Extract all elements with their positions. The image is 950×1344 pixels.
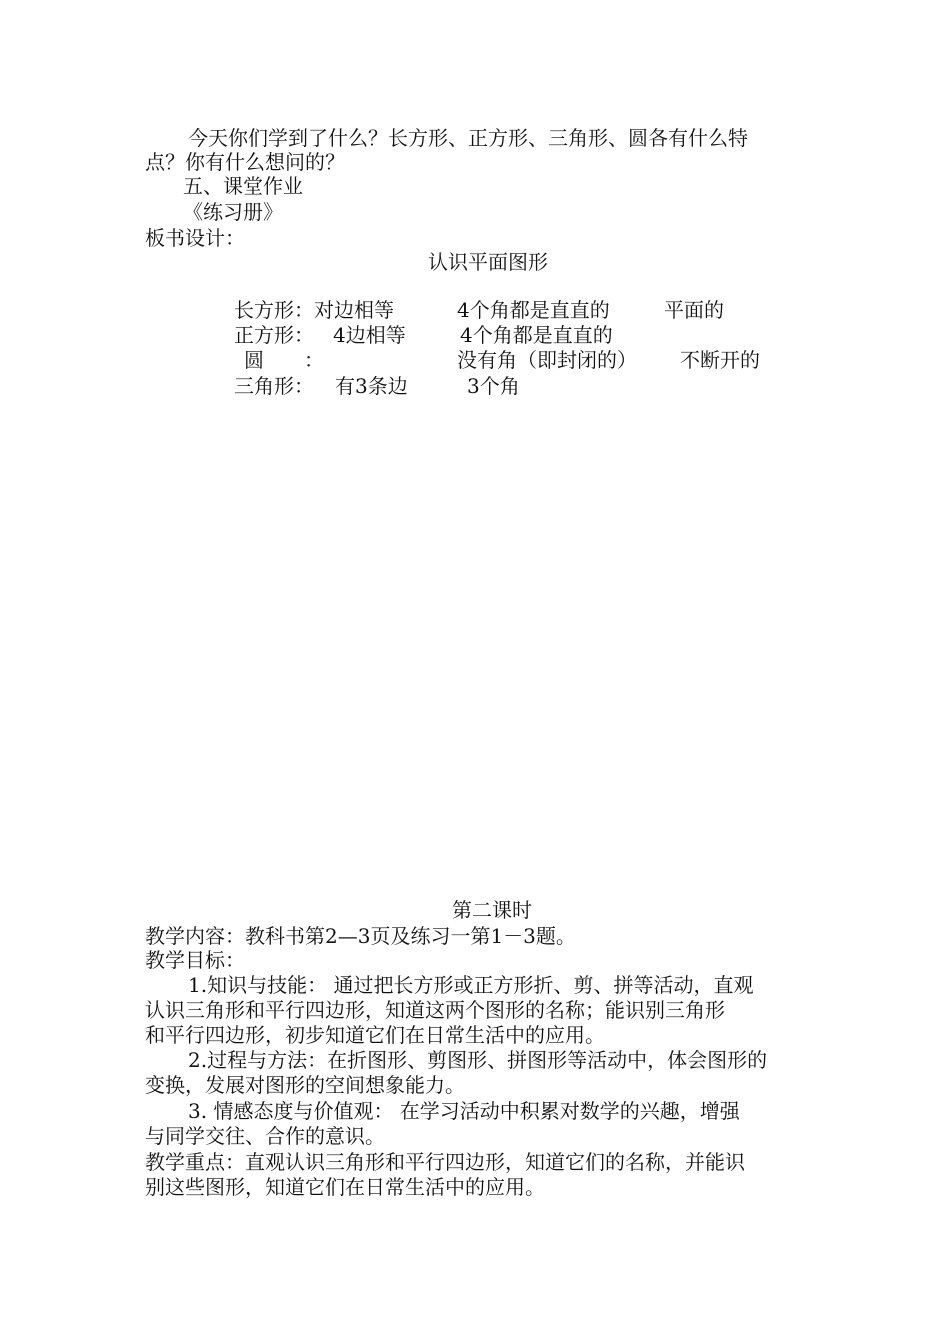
board-title: 认识平面图形 (428, 250, 548, 274)
board-row-triangle-col1: 有3条边 (335, 374, 408, 398)
board-row-rectangle-col1: 对边相等 (314, 298, 394, 322)
lesson-2-goals-heading: 教学目标： (145, 948, 245, 972)
board-row-triangle-col2: 3个角 (467, 374, 520, 398)
board-row-rectangle-col3: 平面的 (664, 298, 724, 322)
goal-3-line-1: 3. 情感态度与价值观： 在学习活动中积累对数学的兴趣，增强 (188, 1099, 740, 1123)
board-row-square-col2: 4个角都是直直的 (460, 323, 613, 347)
goal-2-line-2: 变换，发展对图形的空间想象能力。 (145, 1073, 465, 1097)
goal-2-line-1: 2.过程与方法：在折图形、剪图形、拼图形等活动中，体会图形的 (188, 1048, 768, 1072)
board-row-rectangle-shape: 长方形： (234, 298, 314, 322)
board-row-circle-col2: 没有角（即封闭的） (457, 348, 637, 372)
goal-3-line-2: 与同学交往、合作的意识。 (145, 1124, 385, 1148)
board-row-square-col1: 4边相等 (333, 323, 406, 347)
lesson-2-content: 教学内容：教科书第2—3页及练习一第1－3题。 (145, 924, 576, 948)
key-point-line-2: 别这些图形，知道它们在日常生活中的应用。 (145, 1175, 545, 1199)
section-5-heading: 五、课堂作业 (183, 174, 303, 198)
review-line-2: 点？你有什么想问的？ (145, 150, 345, 174)
board-row-rectangle-col2: 4个角都是直直的 (457, 298, 610, 322)
board-row-circle-shape: 圆 ： (244, 348, 324, 372)
goal-1-line-1: 1.知识与技能： 通过把长方形或正方形折、剪、拼等活动，直观 (188, 973, 754, 997)
board-row-circle-col3: 不断开的 (680, 348, 760, 372)
board-design-heading: 板书设计： (145, 226, 245, 250)
workbook-label: 《练习册》 (183, 200, 283, 224)
board-row-square-shape: 正方形： (234, 323, 314, 347)
goal-1-line-3: 和平行四边形，初步知道它们在日常生活中的应用。 (145, 1023, 605, 1047)
lesson-2-title: 第二课时 (452, 898, 532, 922)
board-row-triangle-shape: 三角形： (234, 374, 314, 398)
key-point-line-1: 教学重点：直观认识三角形和平行四边形，知道它们的名称，并能识 (145, 1150, 745, 1174)
review-line-1: 今天你们学到了什么？长方形、正方形、三角形、圆各有什么特 (188, 126, 748, 150)
goal-1-line-2: 认识三角形和平行四边形，知道这两个图形的名称；能识别三角形 (145, 998, 725, 1022)
